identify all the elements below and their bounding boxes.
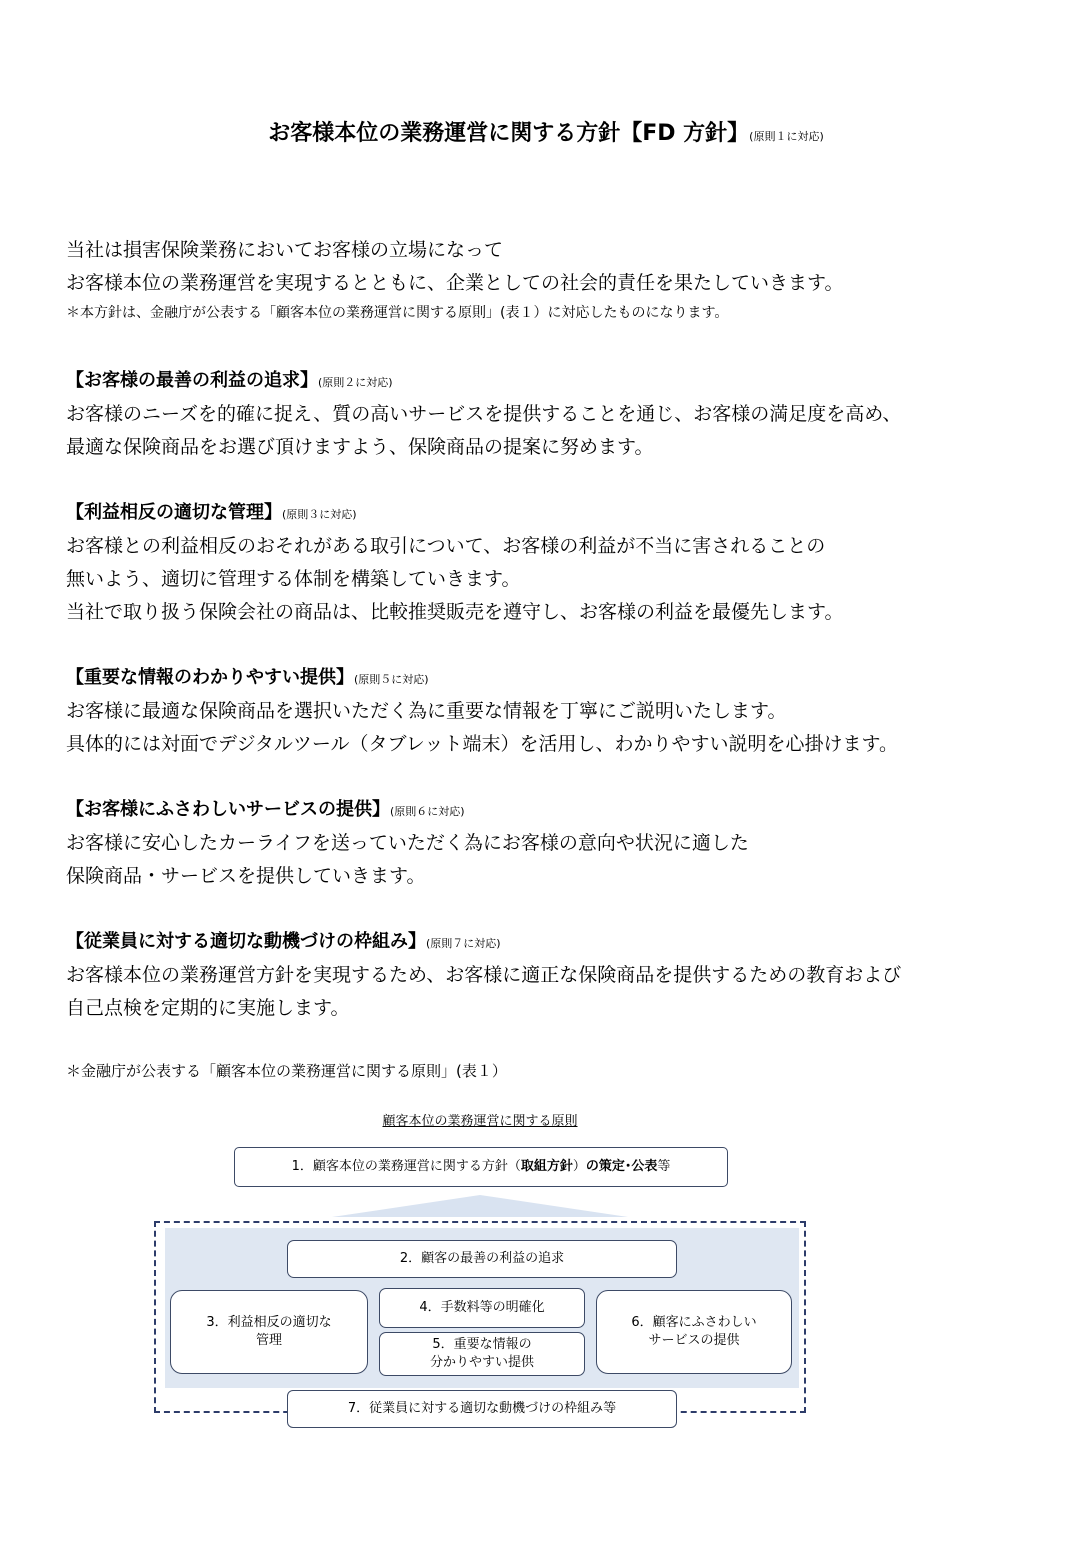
diagram-title: 顧客本位の業務運営に関する原則 [382,1114,578,1129]
principle-1-text-d: の策定･公表 [585,1159,658,1174]
principle-1-text-a: 1．顧客本位の業務運営に関する方針（ [291,1159,521,1174]
section-heading-note: (原則５に対応) [354,673,429,686]
section-line: 保険商品・サービスを提供していきます。 [66,865,426,887]
section-heading-note: (原則３に対応) [282,508,357,521]
table-footnote: ＊金融庁が公表する「顧客本位の業務運営に関する原則」(表１） [66,1062,507,1080]
principle-2-box: 2．顧客の最善の利益の追求 [287,1240,677,1278]
principle-1-text-e: 等 [657,1159,671,1174]
section-heading-note: (原則７に対応) [426,937,501,950]
section-line: 自己点検を定期的に実施します。 [66,997,350,1019]
intro-line-1: 当社は損害保険業務においてお客様の立場になって [66,239,504,261]
principle-6-line-1: 6．顧客にふさわしい [631,1315,757,1330]
section-employee-motivation [66,927,901,1025]
section-line: 無いよう、適切に管理する体制を構築していきます。 [66,568,521,590]
page-title-main: お客様本位の業務運営に関する方針【FD 方針】 [268,121,750,146]
section-line: お客様に最適な保険商品を選択いただく為に重要な情報を丁寧にご説明いたします。 [66,700,787,722]
section-heading-text: 【利益相反の適切な管理】 [66,502,282,523]
principle-1-text-b: 取組方針 [520,1159,573,1174]
section-line: お客様に安心したカーライフを送っていただく為にお客様の意向や状況に適した [66,832,749,854]
principle-3-line-1: 3．利益相反の適切な [206,1315,332,1330]
page-title-note: (原則１に対応) [749,130,824,143]
section-heading-text: 【お客様にふさわしいサービスの提供】 [66,799,390,820]
section-line: 当社で取り扱う保険会社の商品は、比較推奨販売を遵守し、お客様の利益を最優先します。 [66,601,844,623]
intro-line-2: お客様本位の業務運営を実現するとともに、企業としての社会的責任を果たしていきます。 [66,272,844,294]
principle-1-box [234,1147,728,1187]
principle-4-box: 4．手数料等の明確化 [379,1288,585,1328]
section-line: お客様との利益相反のおそれがある取引について、お客様の利益が不当に害されることの [66,535,826,557]
section-heading-text: 【重要な情報のわかりやすい提供】 [66,667,354,688]
diagram-connector-triangle [332,1195,628,1217]
intro [66,234,843,326]
section-line: お客様本位の業務運営方針を実現するため、お客様に適正な保険商品を提供するための教育および [66,964,902,986]
section-heading-text: 【従業員に対する適切な動機づけの枠組み】 [66,931,426,952]
section-heading [66,498,843,530]
principle-5-line-1: 5．重要な情報の [432,1337,532,1352]
section-clear-information [66,663,898,761]
principle-7-box: 7．従業員に対する適切な動機づけの枠組み等 [287,1390,677,1428]
section-heading-text: 【お客様の最善の利益の追求】 [66,370,318,391]
section-line: 具体的には対面でデジタルツール（タブレット端末）を活用し、わかりやすい説明を心掛けます。 [66,733,899,755]
section-line: 最適な保険商品をお選び頂けますよう、保険商品の提案に努めます。 [66,436,654,458]
section-heading [66,927,901,959]
section-conflict-of-interest [66,498,843,629]
principles-diagram [150,1100,810,1440]
principle-6-box [596,1290,792,1374]
principle-5-box [379,1332,585,1376]
intro-note: ＊本方針は、金融庁が公表する「顧客本位の業務運営に関する原則」(表１）に対応したものになります。 [66,305,729,321]
section-heading-note: (原則２に対応) [318,376,393,389]
section-suitable-service [66,795,749,893]
section-heading [66,366,901,398]
principle-5-line-2: 分かりやすい提供 [429,1355,534,1370]
principle-6-line-2: サービスの提供 [648,1333,740,1348]
section-heading [66,663,898,695]
page-title [0,116,1092,147]
principle-3-box [170,1290,368,1374]
section-heading [66,795,749,827]
principle-3-line-2: 管理 [255,1333,282,1348]
section-best-interest [66,366,901,464]
principle-1-text-c: ） [572,1159,586,1174]
section-heading-note: (原則６に対応) [390,805,465,818]
section-line: お客様のニーズを的確に捉え、質の高いサービスを提供することを通じ、お客様の満足度を高め、 [66,403,902,425]
